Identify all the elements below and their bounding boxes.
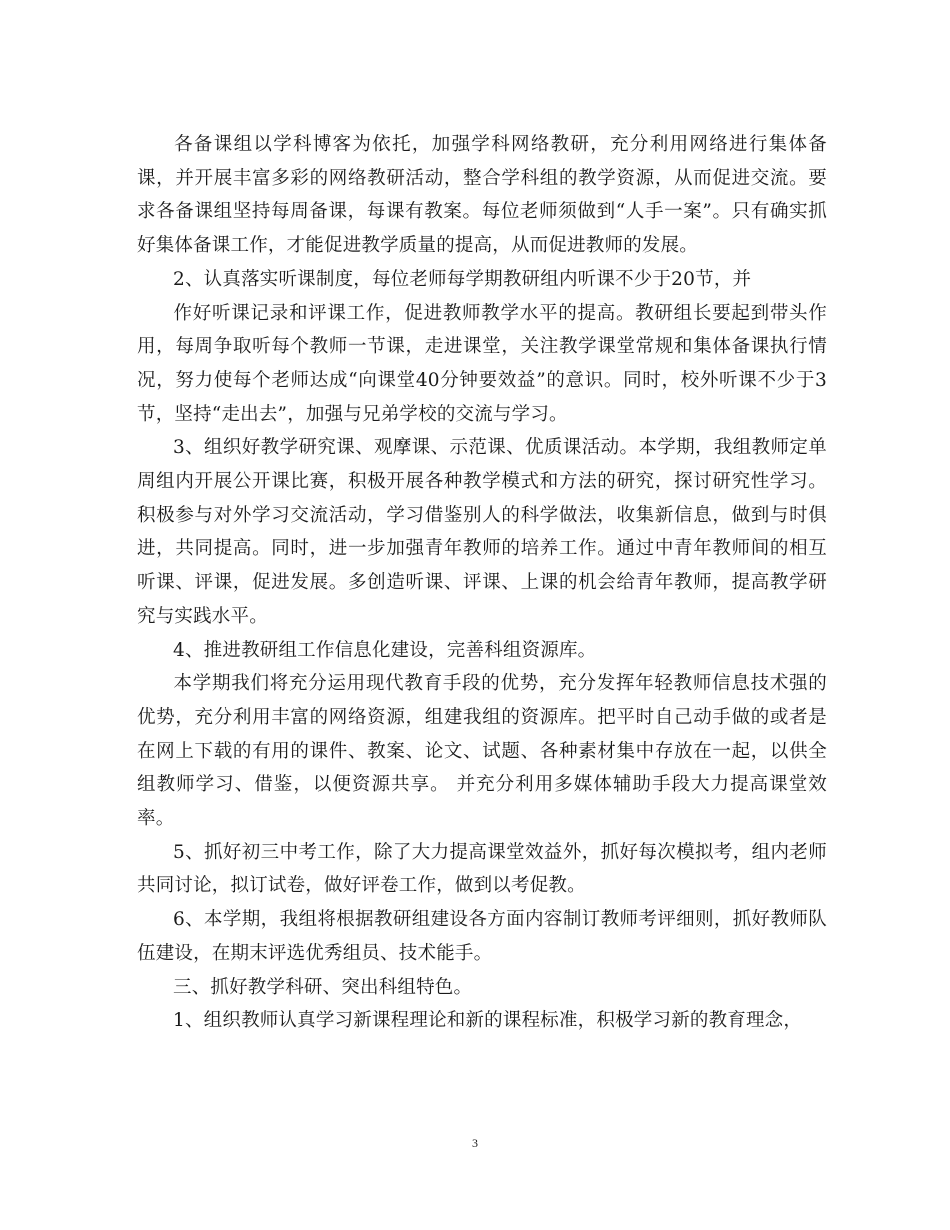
paragraph: 本学期我们将充分运用现代教育手段的优势，充分发挥年轻教师信息技术强的优势，充分利用丰富的网络资源，组建我组的资源库。把平时自己动手做的或者是在网上下载的有用的课件、教案、论文、试题、各种素材集中存放在一起，以供全组教师学习、借鉴，以便资源共享。 并充分利用多媒体辅助手段大力提高课堂效率。: [137, 673, 827, 830]
paragraph: 作好听课记录和评课工作，促进教师教学水平的提高。教研组长要起到带头作用，每周争取听每个教师一节课，走进课堂，关注教学课堂常规和集体备课执行情况，努力使每个老师达成“向课堂40分钟要效益”的意识。同时，校外听课不少于3节，坚持“走出去”，加强与兄弟学校的交流与学习。: [137, 302, 827, 425]
section-heading: 三、抓好教学科研、突出科组特色。: [173, 976, 473, 998]
body-text: [137, 128, 827, 1038]
paragraph: 5、抓好初三中考工作，除了大力提高课堂效益外，抓好每次模拟考，组内老师共同讨论，拟订试卷，做好评卷工作，做到以考促教。: [137, 841, 827, 897]
paragraph: 1、组织教师认真学习新课程理论和新的课程标准，积极学习新的教育理念，: [173, 1010, 803, 1032]
paragraph: 6、本学期，我组将根据教研组建设各方面内容制订教师考评细则，抓好教师队伍建设，在期末评选优秀组员、技术能手。: [137, 909, 827, 964]
paragraph: 4、推进教研组工作信息化建设，完善科组资源库。: [173, 639, 597, 661]
paragraph: 3、组织好教学研究课、观摩课、示范课、优质课活动。本学期，我组教师定单周组内开展公开课比赛，积极开展各种教学模式和方法的研究，探讨研究性学习。积极参与对外学习交流活动，学习借鉴别人的科学做法，收集新信息，做到与时俱进，共同提高。同时，进一步加强青年教师的培养工作。通过中青年教师间的相互听课、评课，促进发展。多创造听课、评课、上课的机会给青年教师，提高教学研究与实践水平。: [137, 437, 827, 627]
page-number: 3: [472, 1136, 478, 1150]
paragraph: 各备课组以学科博客为依托，加强学科网络教研，充分利用网络进行集体备课，并开展丰富多彩的网络教研活动，整合学科组的教学资源，从而促进交流。要求各备课组坚持每周备课，每课有教案。每位老师须做到“人手一案”。只有确实抓好集体备课工作，才能促进教学质量的提高，从而促进教师的发展。: [137, 134, 827, 257]
paragraph: 2、认真落实听课制度，每位老师每学期教研组内听课不少于20节，并: [173, 268, 752, 290]
